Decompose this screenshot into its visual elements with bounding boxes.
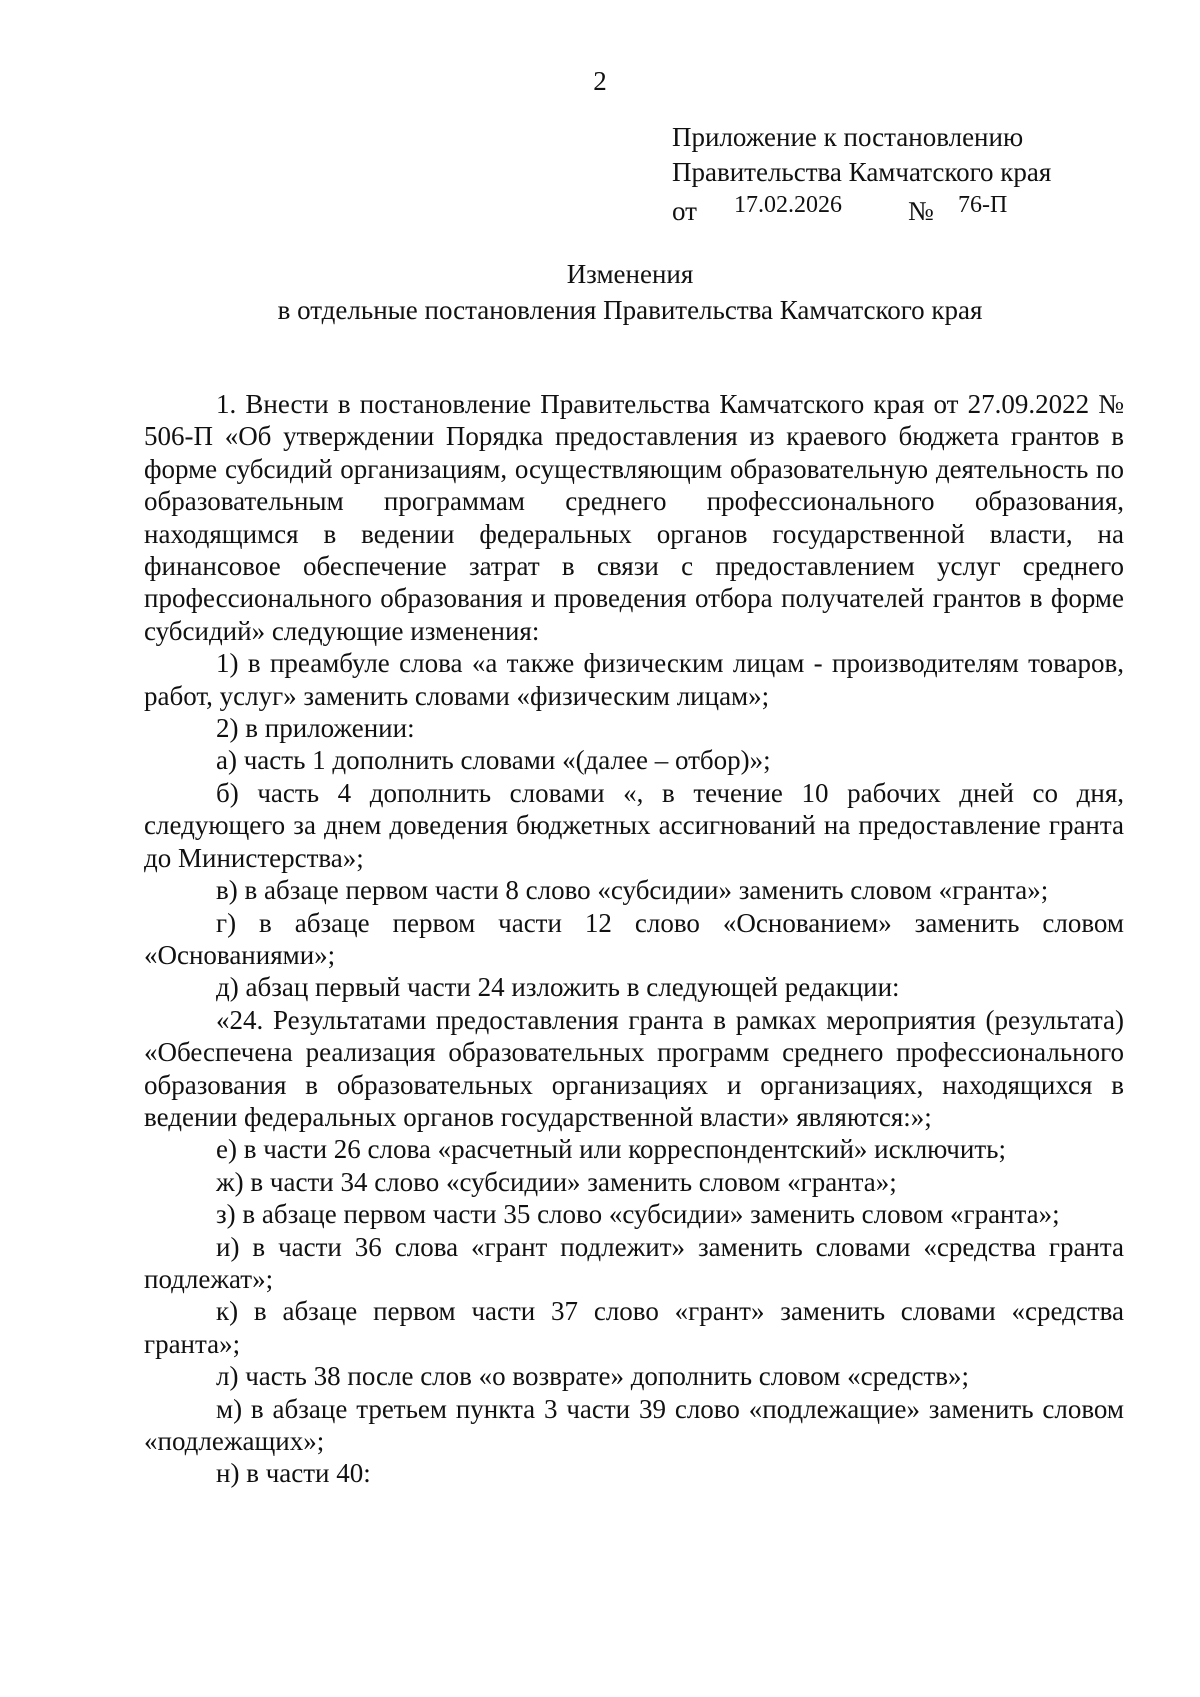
document-title [0, 256, 1200, 328]
appendix-date-line [672, 190, 1051, 230]
paragraph: з) в абзаце первом части 35 слово «субсидии» заменить словом «гранта»; [216, 1199, 1060, 1230]
paragraph: н) в части 40: [216, 1458, 371, 1489]
paragraph: 1) в преамбуле слова «а также физическим лицам - производителям товаров, работ, услуг» заменить словами «физическим лицам»; [144, 648, 1124, 711]
paragraph: м) в абзаце третьем пункта 3 части 39 слово «подлежащие» заменить словом «подлежащих»; [144, 1393, 1124, 1456]
paragraph: 1. Внести в постановление Правительства Камчатского края от 27.09.2022 № 506-П «Об утверждении Порядка предоставления из краевого бюджета грантов в форме субсидий организациям, осуществляющим образовательную деятельность по образовательным программам среднего профессионального образования, находящимся в ведении федеральных органов государственной власти, на финансовое обеспечение затрат в связи с предоставлением услуг среднего профессионального образования и проведения отбора получателей грантов в форме субсидий» следующие изменения: [144, 389, 1124, 646]
title-line-2: в отдельные постановления Правительства Камчатского края [277, 295, 983, 325]
appendix-line-2: Правительства Камчатского края [672, 157, 1052, 187]
document-date: 17.02.2026 [734, 192, 842, 218]
paragraph: д) абзац первый части 24 изложить в следующей редакции: [216, 972, 900, 1003]
paragraph: к) в абзаце первом части 37 слово «грант» заменить словами «средства гранта»; [144, 1296, 1124, 1359]
title-line-1: Изменения [566, 259, 694, 289]
page-number: 2 [593, 66, 607, 96]
paragraph: в) в абзаце первом части 8 слово «субсидии» заменить словом «гранта»; [216, 875, 1049, 906]
paragraph: ж) в части 34 слово «субсидии» заменить словом «гранта»; [216, 1166, 897, 1197]
number-sign: № [908, 196, 934, 226]
from-label: от [672, 196, 697, 226]
paragraph: б) часть 4 дополнить словами «, в течение 10 рабочих дней со дня, следующего за днем доведения бюджетных ассигнований на предоставление гранта до Министерства»; [144, 777, 1124, 873]
paragraph: 2) в приложении: [216, 713, 415, 744]
paragraph: а) часть 1 дополнить словами «(далее – отбор)»; [216, 745, 771, 776]
appendix-header [672, 120, 1051, 230]
paragraph: и) в части 36 слова «грант подлежит» заменить словами «средства гранта подлежат»; [144, 1231, 1124, 1294]
paragraph: е) в части 26 слова «расчетный или корреспондентский» исключить; [216, 1134, 1006, 1165]
document-body [144, 388, 1124, 1490]
appendix-line-1: Приложение к постановлению [672, 122, 1024, 152]
paragraph: г) в абзаце первом части 12 слово «Основанием» заменить словом «Основаниями»; [144, 907, 1124, 970]
paragraph: л) часть 38 после слов «о возврате» дополнить словом «средств»; [216, 1361, 969, 1392]
paragraph: «24. Результатами предоставления гранта в рамках мероприятия (результата) «Обеспечена реализация образовательных программ среднего профессионального образования в образовательных организациях и организациях, находящихся в ведении федеральных органов государственной власти» являются:»; [144, 1004, 1124, 1132]
document-number: 76-П [958, 192, 1008, 218]
